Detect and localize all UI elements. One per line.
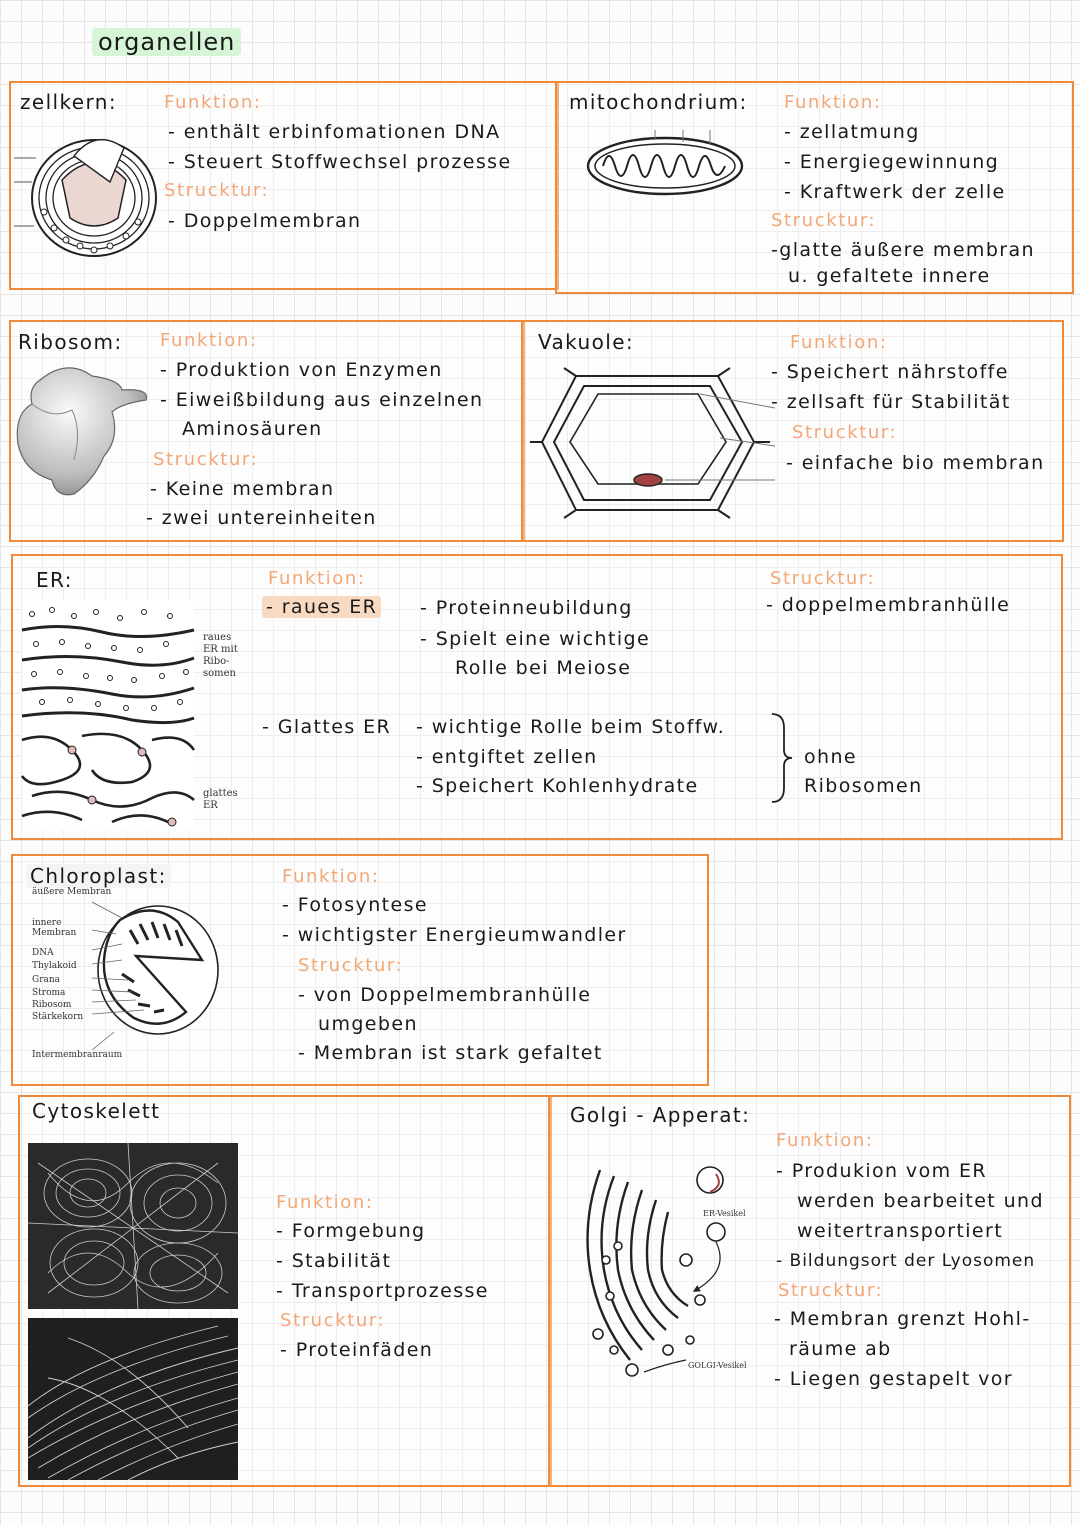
- mitochondrium-funktion-line-2: - Energiegewinnung: [784, 151, 1000, 173]
- er-glattes-line-1: - wichtige Rolle beim Stoffw.: [416, 716, 726, 738]
- chloroplast-fig-label-10: Intermembranraum: [32, 1050, 123, 1060]
- er-fig-label-raues-1: raues: [203, 632, 232, 643]
- er-glattes-line-3: - Speichert Kohlenhydrate: [416, 775, 699, 797]
- zellkern-funktion-line-2: - Steuert Stoffwechsel prozesse: [168, 151, 512, 173]
- zellkern-funktion-heading: Funktion:: [164, 92, 262, 113]
- chloroplast-illustration: [92, 900, 222, 1040]
- page-title: organellen: [92, 28, 241, 56]
- vakuole-funktion-line-1: - Speichert nährstoffe: [771, 361, 1009, 383]
- chloroplast-funktion-line-2: - wichtigster Energieumwandler: [282, 924, 627, 946]
- mitochondrium-struktur-line-1: -glatte äußere membran: [771, 239, 1035, 261]
- chloroplast-fig-label-6: Grana: [32, 975, 61, 985]
- chloroplast-struktur-line-2: umgeben: [318, 1013, 418, 1035]
- chloroplast-fig-label-5: Thylakoid: [32, 961, 77, 971]
- er-fig-label-glattes-2: ER: [203, 800, 218, 811]
- cytoskelett-funktion-line-1: - Formgebung: [276, 1220, 426, 1242]
- golgi-fig-label-golgi-vesikel: GOLGI-Vesikel: [688, 1361, 747, 1370]
- golgi-title: Golgi - Apperat:: [570, 1103, 751, 1127]
- er-glattes-label: - Glattes ER: [262, 716, 392, 738]
- er-fig-label-raues-2: ER mit: [203, 644, 238, 655]
- mitochondrium-funktion-line-3: - Kraftwerk der zelle: [784, 181, 1006, 203]
- golgi-illustration: [570, 1150, 770, 1380]
- golgi-funktion-line-4: - Bildungsort der Lyosomen: [776, 1251, 1036, 1271]
- cytoskelett-funktion-line-3: - Transportprozesse: [276, 1280, 489, 1302]
- golgi-struktur-line-3: - Liegen gestapelt vor: [774, 1368, 1014, 1390]
- er-raues-line-2: - Spielt eine wichtige: [420, 628, 651, 650]
- ribosom-struktur-line-2: - zwei untereinheiten: [146, 507, 377, 529]
- er-struktur-line-1: - doppelmembranhülle: [766, 594, 1011, 616]
- er-ohne-line-1: ohne: [804, 746, 857, 768]
- zellkern-struktur-line-1: - Doppelmembran: [168, 210, 362, 232]
- er-brace: [770, 712, 794, 804]
- zellkern-funktion-line-1: - enthält erbinfomationen DNA: [168, 121, 501, 143]
- er-raues-line-1: - Proteinneubildung: [420, 597, 633, 619]
- vakuole-funktion-heading: Funktion:: [790, 332, 888, 353]
- ribosome-illustration: [12, 360, 152, 500]
- vacuole-illustration: [540, 368, 760, 518]
- chloroplast-fig-label-1: äußere Membran: [32, 887, 112, 897]
- er-raues-label: [262, 596, 381, 618]
- er-fig-label-glattes-1: glattes: [203, 788, 238, 799]
- chloroplast-fig-label-9: Stärkekorn: [32, 1012, 84, 1022]
- vakuole-funktion-line-2: - zellsaft für Stabilität: [771, 391, 1011, 413]
- nucleus-illustration: [14, 108, 154, 268]
- ribosom-title: Ribosom:: [18, 330, 123, 354]
- er-funktion-heading: Funktion:: [268, 568, 366, 589]
- chloroplast-fig-label-8: Ribosom: [32, 1000, 72, 1010]
- vakuole-struktur-line-1: - einfache bio membran: [786, 452, 1045, 474]
- chloroplast-fig-label-2: innere: [32, 918, 62, 928]
- chloroplast-funktion-line-1: - Fotosyntese: [282, 894, 428, 916]
- mitochondrium-struktur-heading: Strucktur:: [771, 210, 877, 231]
- golgi-funktion-line-2: werden bearbeitet und: [797, 1190, 1044, 1212]
- golgi-struktur-line-1: - Membran grenzt Hohl-: [774, 1308, 1031, 1330]
- vakuole-struktur-heading: Strucktur:: [792, 422, 898, 443]
- chloroplast-fig-label-4: DNA: [32, 948, 54, 958]
- chloroplast-title-text: Chloroplast:: [26, 864, 171, 888]
- golgi-funktion-line-3: weitertransportiert: [797, 1220, 1004, 1242]
- cytoskelett-struktur-heading: Strucktur:: [280, 1310, 386, 1331]
- cytoskelett-funktion-heading: Funktion:: [276, 1192, 374, 1213]
- er-ohne-line-2: Ribosomen: [804, 775, 923, 797]
- golgi-funktion-heading: Funktion:: [776, 1130, 874, 1151]
- cytoskeleton-photo-bottom: [28, 1318, 238, 1480]
- chloroplast-struktur-line-1: - von Doppelmembranhülle: [298, 984, 592, 1006]
- er-illustration: [22, 600, 198, 830]
- er-raues-line-3: Rolle bei Meiose: [455, 657, 632, 679]
- zellkern-struktur-heading: Strucktur:: [164, 180, 270, 201]
- ribosom-funktion-heading: Funktion:: [160, 330, 258, 351]
- cytoskelett-funktion-line-2: - Stabilität: [276, 1250, 392, 1272]
- er-fig-label-raues-3: Ribo-: [203, 656, 230, 667]
- ribosom-struktur-heading: Strucktur:: [153, 449, 259, 470]
- golgi-fig-label-er-vesikel: ER-Vesikel: [703, 1209, 746, 1218]
- cytoskelett-title: Cytoskelett: [32, 1099, 161, 1123]
- chloroplast-fig-label-7: Stroma: [32, 988, 66, 998]
- er-fig-label-raues-4: somen: [203, 668, 236, 679]
- mitochondrium-funktion-heading: Funktion:: [784, 92, 882, 113]
- er-raues-label-text: - raues ER: [262, 596, 381, 618]
- golgi-struktur-line-2: räume ab: [789, 1338, 892, 1360]
- ribosom-struktur-line-1: - Keine membran: [150, 478, 335, 500]
- er-glattes-line-2: - entgiftet zellen: [416, 746, 598, 768]
- mitochondrium-funktion-line-1: - zellatmung: [784, 121, 920, 143]
- ribosom-funktion-line-3: Aminosäuren: [182, 418, 323, 440]
- golgi-struktur-heading: Strucktur:: [778, 1280, 884, 1301]
- golgi-funktion-line-1: - Produkion vom ER: [776, 1160, 987, 1182]
- chloroplast-title: [26, 864, 171, 888]
- chloroplast-fig-label-3: Membran: [32, 928, 77, 938]
- chloroplast-struktur-heading: Strucktur:: [298, 955, 404, 976]
- zellkern-title: zellkern:: [20, 90, 117, 114]
- ribosom-funktion-line-1: - Produktion von Enzymen: [160, 359, 443, 381]
- chloroplast-funktion-heading: Funktion:: [282, 866, 380, 887]
- mitochondrium-struktur-line-2: u. gefaltete innere: [788, 265, 991, 287]
- er-title: ER:: [36, 568, 73, 592]
- er-struktur-heading: Strucktur:: [770, 568, 876, 589]
- chloroplast-struktur-line-3: - Membran ist stark gefaltet: [298, 1042, 603, 1064]
- cytoskelett-struktur-line-1: - Proteinfäden: [280, 1339, 434, 1361]
- mitochondrium-title: mitochondrium:: [569, 90, 748, 114]
- vakuole-title: Vakuole:: [538, 330, 635, 354]
- mitochondrion-illustration: [585, 130, 755, 200]
- cytoskeleton-photo-top: [28, 1143, 238, 1309]
- ribosom-funktion-line-2: - Eiweißbildung aus einzelnen: [160, 389, 484, 411]
